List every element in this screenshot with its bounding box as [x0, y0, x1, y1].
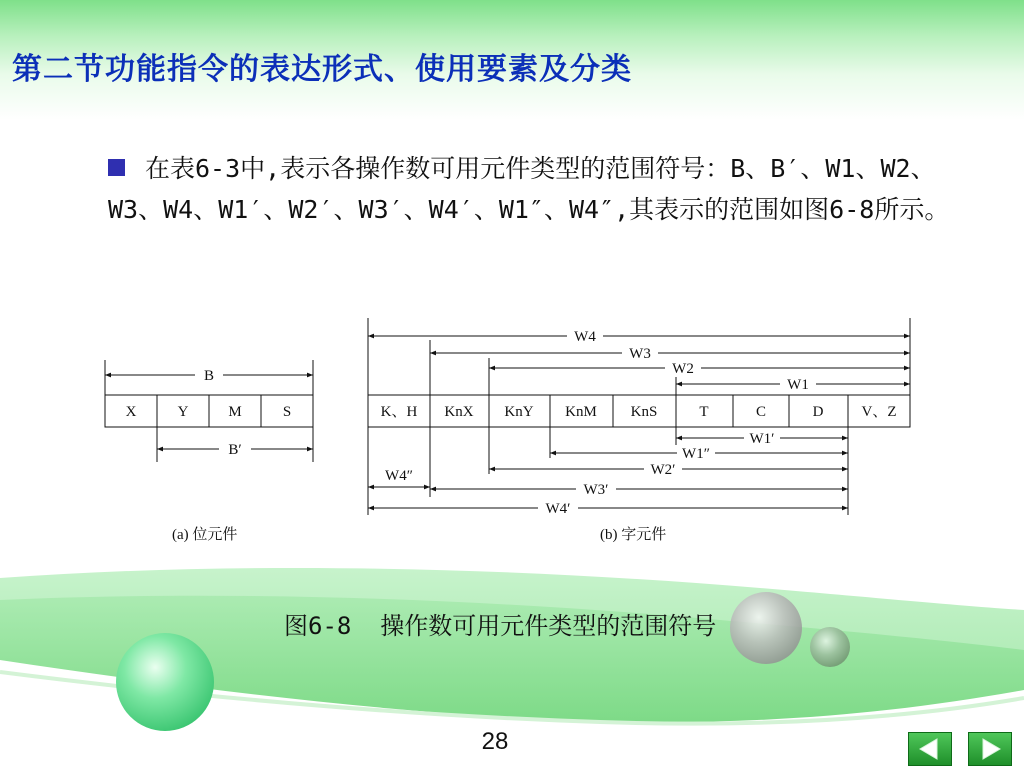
bullet-text: 在表6-3中,表示各操作数可用元件类型的范围符号：B、B′、W1、W2、W3、W4、W1′、W2′、W3′、W4′、W1″、W4″,其表示的范围如图6-8所示。	[108, 154, 950, 224]
range-label-W4-prime: W4′	[545, 501, 571, 517]
range-label-W1-double-prime: W1″	[682, 446, 710, 462]
range-label-B: B	[203, 368, 215, 384]
cell-label: K、H	[380, 404, 418, 420]
range-label-W2-prime: W2′	[650, 462, 676, 478]
cell-label: KnX	[444, 404, 474, 420]
range-label-W3-prime: W3′	[583, 482, 609, 498]
bullet-paragraph	[108, 148, 988, 230]
green-orb	[116, 633, 214, 731]
range-label-W1-prime: W1′	[749, 431, 775, 447]
square-bullet-icon	[108, 159, 125, 176]
previous-slide-button[interactable]	[908, 732, 952, 766]
cell-label: D	[812, 404, 824, 420]
cell-label: C	[755, 404, 767, 420]
slide-title: 第二节功能指令的表达形式、使用要素及分类	[12, 52, 632, 87]
triangle-left-icon	[909, 733, 951, 765]
range-label-W3: W3	[629, 346, 651, 362]
panel-a-label: (a) 位元件	[172, 527, 238, 543]
gray-orb	[730, 592, 802, 664]
cell-label: Y	[177, 404, 189, 420]
range-label-W2: W2	[672, 361, 694, 377]
cell-label: V、Z	[861, 404, 897, 420]
cell-label: KnM	[565, 404, 597, 420]
cell-label: S	[282, 404, 292, 420]
range-label-B-prime: B′	[228, 442, 242, 458]
range-label-W1: W1	[787, 377, 809, 393]
panel-b-label: (b) 字元件	[600, 527, 667, 543]
small-gray-orb	[810, 627, 850, 667]
cell-label: T	[699, 404, 709, 420]
range-label-W4-double-prime: W4″	[385, 468, 413, 484]
next-slide-button[interactable]	[968, 732, 1012, 766]
panel-a-bit-devices	[105, 360, 313, 543]
page-number: 28	[481, 728, 509, 755]
cell-label: X	[125, 404, 137, 420]
range-symbol-figure	[0, 300, 1024, 550]
cell-label: M	[228, 404, 242, 420]
triangle-right-icon	[969, 733, 1011, 765]
cell-label: KnS	[630, 404, 658, 420]
panel-b-word-devices	[368, 318, 910, 543]
range-label-W4: W4	[574, 329, 596, 345]
figure-caption: 图6-8 操作数可用元件类型的范围符号	[284, 612, 717, 640]
cell-label: KnY	[504, 404, 534, 420]
